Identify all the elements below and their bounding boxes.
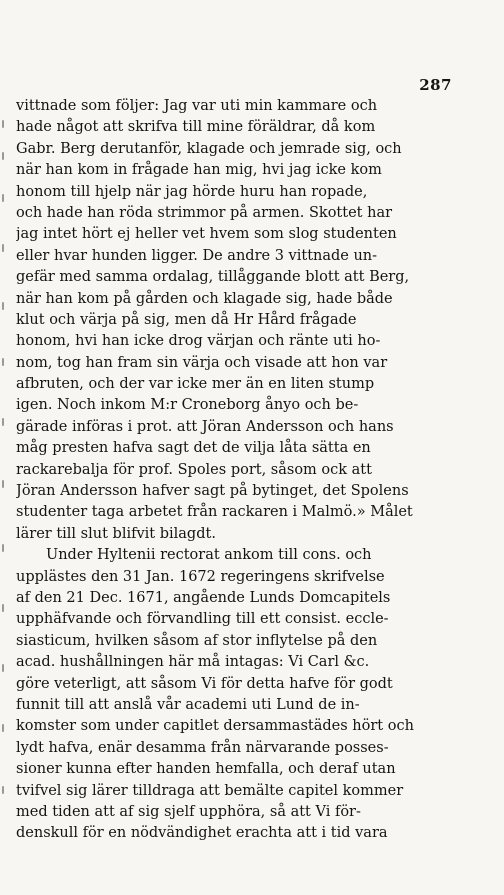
margin-mark [2, 152, 4, 160]
text-line: med tiden att af sig sjelf upphöra, så att Vi för- [16, 803, 361, 820]
page-text [16, 96, 468, 845]
text-line: tvifvel sig lärer tilldraga att bemälte capitel kommer [16, 782, 404, 799]
text-line: göre veterligt, att såsom Vi för detta hafve för godt [16, 675, 393, 692]
text-line: honom till hjelp när jag hörde huru han ropade, [16, 183, 368, 200]
margin-mark [2, 302, 4, 310]
text-line: när han kom in frågade han mig, hvi jag icke kom [16, 162, 382, 179]
text-line: och hade han röda strimmor på armen. Skottet har [16, 204, 393, 221]
margin-mark [2, 604, 4, 612]
text-line: rackarebalja för prof. Spoles port, såsom ock att [16, 461, 372, 478]
text-line: studenter taga arbetet från rackaren i Malmö.» Målet [16, 504, 413, 521]
text-line: honom, hvi han icke drog värjan och ränte uti ho- [16, 333, 381, 350]
margin-mark [2, 664, 4, 672]
text-line: igen. Noch inkom M:r Croneborg ånyo och be- [16, 397, 359, 414]
text-line: hade något att skrifva till mine föräldrar, då kom [16, 119, 376, 136]
text-line: måg presten hafva sagt det de vilja låta sätta en [16, 440, 371, 457]
margin-mark [2, 194, 4, 202]
text-line: jag intet hört ej heller vet hvem som slog studenten [16, 226, 397, 243]
text-line: denskull för en nödvändighet erachta att i tid vara [16, 825, 388, 842]
text-line: lydt hafva, enär desamma från närvarande posses- [16, 739, 389, 756]
margin-mark [2, 724, 4, 732]
text-line: Gabr. Berg derutanför, klagade och jemrade sig, och [16, 140, 402, 157]
text-line: eller hvar hunden ligger. De andre 3 vittnade un- [16, 247, 378, 264]
text-line: funnit till att anslå vår academi uti Lund de in- [16, 696, 360, 713]
margin-mark [2, 358, 4, 366]
text-line: komster som under capitlet dersammastädes hört och [16, 718, 414, 735]
text-line: när han kom på gården och klagade sig, hade både [16, 290, 393, 307]
margin-mark [2, 418, 4, 426]
text-line: gefär med samma ordalag, tillåggande blott att Berg, [16, 269, 410, 286]
text-line: vittnade som följer: Jag var uti min kammare och [16, 98, 378, 114]
margin-mark [2, 244, 4, 252]
page-number: 287 [419, 76, 452, 94]
text-line: gärade införas i prot. att Jöran Andersson och hans [16, 418, 394, 435]
paragraph-start-line: Under Hyltenii rectorat ankom till cons. och [46, 547, 372, 564]
margin-mark [2, 786, 4, 794]
text-line: upplästes den 31 Jan. 1672 regeringens skrifvelse [16, 568, 385, 585]
text-line: upphäfvande och förvandling till ett consist. eccle- [16, 611, 389, 628]
margin-mark [2, 120, 4, 128]
text-line: acad. hushållningen här må intagas: Vi Carl &c. [16, 654, 370, 671]
text-line: siasticum, hvilken såsom af stor inflytelse på den [16, 632, 378, 649]
text-line: klut och värja på sig, men då Hr Hård frågade [16, 311, 357, 328]
text-line: af den 21 Dec. 1671, angående Lunds Domcapitels [16, 589, 391, 606]
text-line: lärer till slut blifvit bilagdt. [16, 525, 216, 542]
margin-mark [2, 544, 4, 552]
text-line: Jöran Andersson hafver sagt på bytinget, det Spolens [16, 483, 409, 500]
margin-mark [2, 480, 4, 488]
margin-marks [2, 96, 12, 816]
text-line: nom, tog han fram sin värja och visade att hon var [16, 354, 388, 371]
text-line: afbruten, och der var icke mer än en liten stump [16, 376, 375, 393]
text-line: sioner kunna efter handen hemfalla, och deraf utan [16, 761, 396, 778]
